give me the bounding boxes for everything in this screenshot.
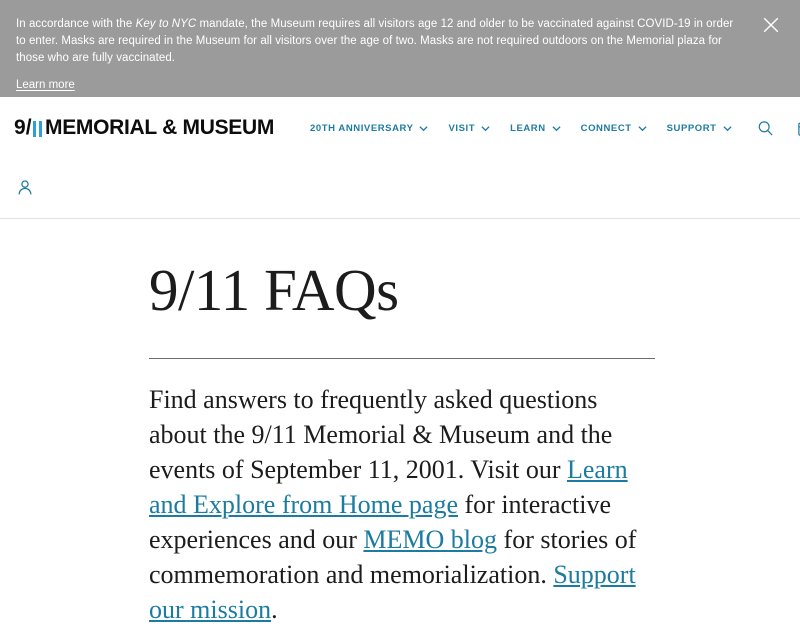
site-logo[interactable] — [14, 116, 274, 140]
intro-text-segment-4: . — [271, 595, 278, 624]
search-icon[interactable] — [756, 118, 776, 138]
main-navigation — [300, 117, 742, 140]
close-icon[interactable] — [760, 14, 782, 36]
site-header — [0, 97, 800, 219]
logo-nine-slash: 9/ — [14, 116, 32, 139]
nav-item-label: 20TH ANNIVERSARY — [310, 122, 414, 134]
chevron-down-icon — [552, 124, 561, 133]
alert-emphasis: Key to NYC — [135, 18, 197, 30]
intro-text-segment-2: for interactive experiences and our — [149, 490, 612, 554]
alert-message — [16, 16, 740, 67]
intro-text-segment-1: Find answers to frequently asked questions about the 9/11 Memorial & Museum and the events of September 11, 2001. Visit our — [149, 385, 613, 484]
primary-nav-row — [0, 97, 800, 159]
utility-nav-row — [0, 159, 800, 217]
intro-paragraph — [149, 382, 655, 627]
chevron-down-icon — [481, 124, 490, 133]
alert-learn-more-link[interactable]: Learn more — [16, 79, 75, 91]
header-icon-group — [756, 118, 800, 138]
person-icon[interactable] — [14, 177, 36, 199]
nav-item-support[interactable] — [657, 117, 742, 140]
nav-item-learn[interactable] — [500, 117, 571, 140]
page-main — [0, 219, 800, 627]
chevron-down-icon — [638, 124, 647, 133]
logo-wordmark: MEMORIAL & MUSEUM — [45, 116, 275, 139]
logo-twin-bars-icon — [33, 121, 43, 137]
chevron-down-icon — [419, 124, 428, 133]
nav-item-label: LEARN — [510, 122, 546, 134]
nav-item-label: CONNECT — [580, 122, 632, 134]
link-learn-and-explore-from-home[interactable]: Learn and Explore from Home page — [149, 455, 628, 519]
covid-alert-banner — [0, 0, 800, 97]
calendar-icon[interactable] — [796, 118, 800, 138]
alert-text-part-2: mandate, the Museum requires all visitors age 12 and older to be vaccinated against COVID-19 in order to enter. Masks are required in the Museum for all visitors over the age of two. Masks are not required outdoors on the Memorial plaza for those who are fully vaccinated. — [16, 18, 734, 64]
chevron-down-icon — [723, 124, 732, 133]
content-container — [149, 219, 655, 627]
nav-item-visit[interactable] — [438, 117, 500, 140]
nav-item-label: SUPPORT — [666, 122, 717, 134]
alert-text-part-1: In accordance with the — [16, 18, 136, 30]
page-title: 9/11 FAQs — [149, 257, 399, 323]
nav-item-20th-anniversary[interactable] — [300, 117, 438, 140]
nav-item-label: VISIT — [448, 122, 476, 134]
link-support-our-mission[interactable]: Support our mission — [149, 560, 636, 624]
intro-text-segment-3: for stories of commemoration and memorialization. — [149, 525, 637, 589]
nav-item-connect[interactable] — [571, 117, 657, 140]
title-divider — [149, 358, 655, 359]
link-memo-blog[interactable]: MEMO blog — [363, 525, 498, 554]
